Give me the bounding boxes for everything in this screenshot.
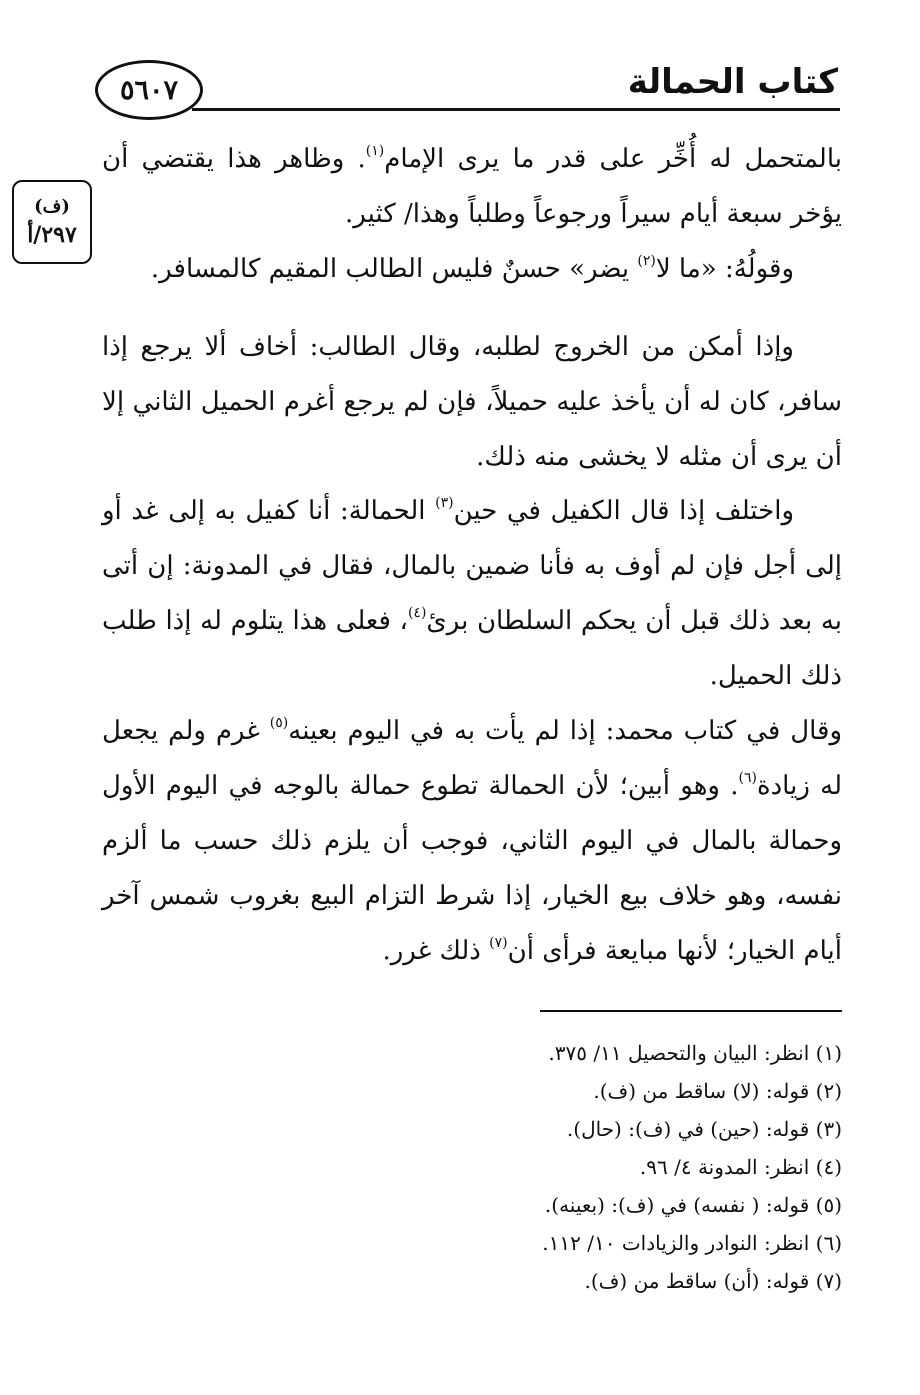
footnote: (١) انظر: البيان والتحصيل ١١/ ٣٧٥. <box>548 1041 842 1065</box>
text-block-2 <box>102 320 842 485</box>
text-block-3 <box>102 484 842 979</box>
footnote-ref: (٢) <box>637 253 656 269</box>
manuscript-folio-note <box>12 180 92 264</box>
paragraph: وإذا أمكن من الخروج لطلبه، وقال الطالب: أخاف ألا يرجع إذا سافر، كان له أن يأخذ عليه حميلاً، فإن لم يرجع أغرم الحميل الثاني إلا أن يرى أن مثله لا يخشى منه ذلك. <box>102 332 842 472</box>
footnote-ref: (١) <box>365 143 385 159</box>
footnote: (٣) قوله: (حين) في (ف): (حال). <box>566 1117 842 1141</box>
footnotes <box>102 1034 842 1300</box>
text-block-1 <box>102 132 842 297</box>
paragraph: وقال في كتاب محمد: إذا لم يأت به في اليوم بعينه$^{(٥)}$ غرم ولم يجعل له زيادة$^{(٦)}$. وهو أبين؛ لأن الحمالة تطوع حمالة بالوجه في اليوم الأول وحمالة بالمال في اليوم الثاني، فوجب أن يلزم ذلك حسب ما ألزم نفسه، وهو خلاف بيع الخيار، إذا شرط التزام البيع بغروب شمس آخر أيام الخيار؛ لأنها مبايعة فرأى أن$^{(٧)}$ ذلك غرر. <box>102 715 843 966</box>
footnote: (٦) انظر: النوادر والزيادات ١٠/ ١١٢. <box>542 1231 842 1255</box>
paragraph: بالمتحمل له أُخِّر على قدر ما يرى الإمام$^{(١)}$. وظاهر هذا يقتضي أن يؤخر سبعة أيام سيراً ورجوعاً وطلباً وهذا/ كثير. <box>102 143 842 229</box>
manuscript-siglum: (ف) <box>34 196 70 217</box>
footnote-separator <box>540 1010 842 1012</box>
folio-number: ٢٩٧/أ <box>27 222 77 248</box>
footnote: (٧) قوله: (أن) ساقط من (ف). <box>584 1269 842 1293</box>
book-title: كتاب الحمالة <box>627 62 838 102</box>
footnote-ref: (٧) <box>489 935 508 951</box>
footnote-ref: (٥) <box>269 715 289 731</box>
page-number: ٥٦٠٧ <box>119 74 178 106</box>
page-number-badge <box>95 60 203 120</box>
paragraph: واختلف إذا قال الكفيل في حين$^{(٣)}$ الحمالة: أنا كفيل به إلى غد أو إلى أجل فإن لم أوف به فأنا ضمين بالمال، فقال في المدونة: إن أتى به بعد ذلك قبل أن يحكم السلطان برئ$^{(٤)}$، فعلى هذا يتلوم له إذا طلب ذلك الحميل. <box>102 495 843 691</box>
footnote-ref: (٦) <box>738 770 757 786</box>
footnote-ref: (٣) <box>435 495 454 511</box>
footnote: (٤) انظر: المدونة ٤/ ٩٦. <box>639 1155 842 1179</box>
footnote: (٥) قوله: ( نفسه) في (ف): (بعينه). <box>544 1193 842 1217</box>
paragraph: وقولُهُ: «ما لا$^{(٢)}$ يضر» حسنٌ فليس الطالب المقيم كالمسافر. <box>150 253 794 284</box>
footnote: (٢) قوله: (لا) ساقط من (ف). <box>593 1079 842 1103</box>
header-rule <box>192 108 840 111</box>
footnote-ref: (٤) <box>407 605 427 621</box>
